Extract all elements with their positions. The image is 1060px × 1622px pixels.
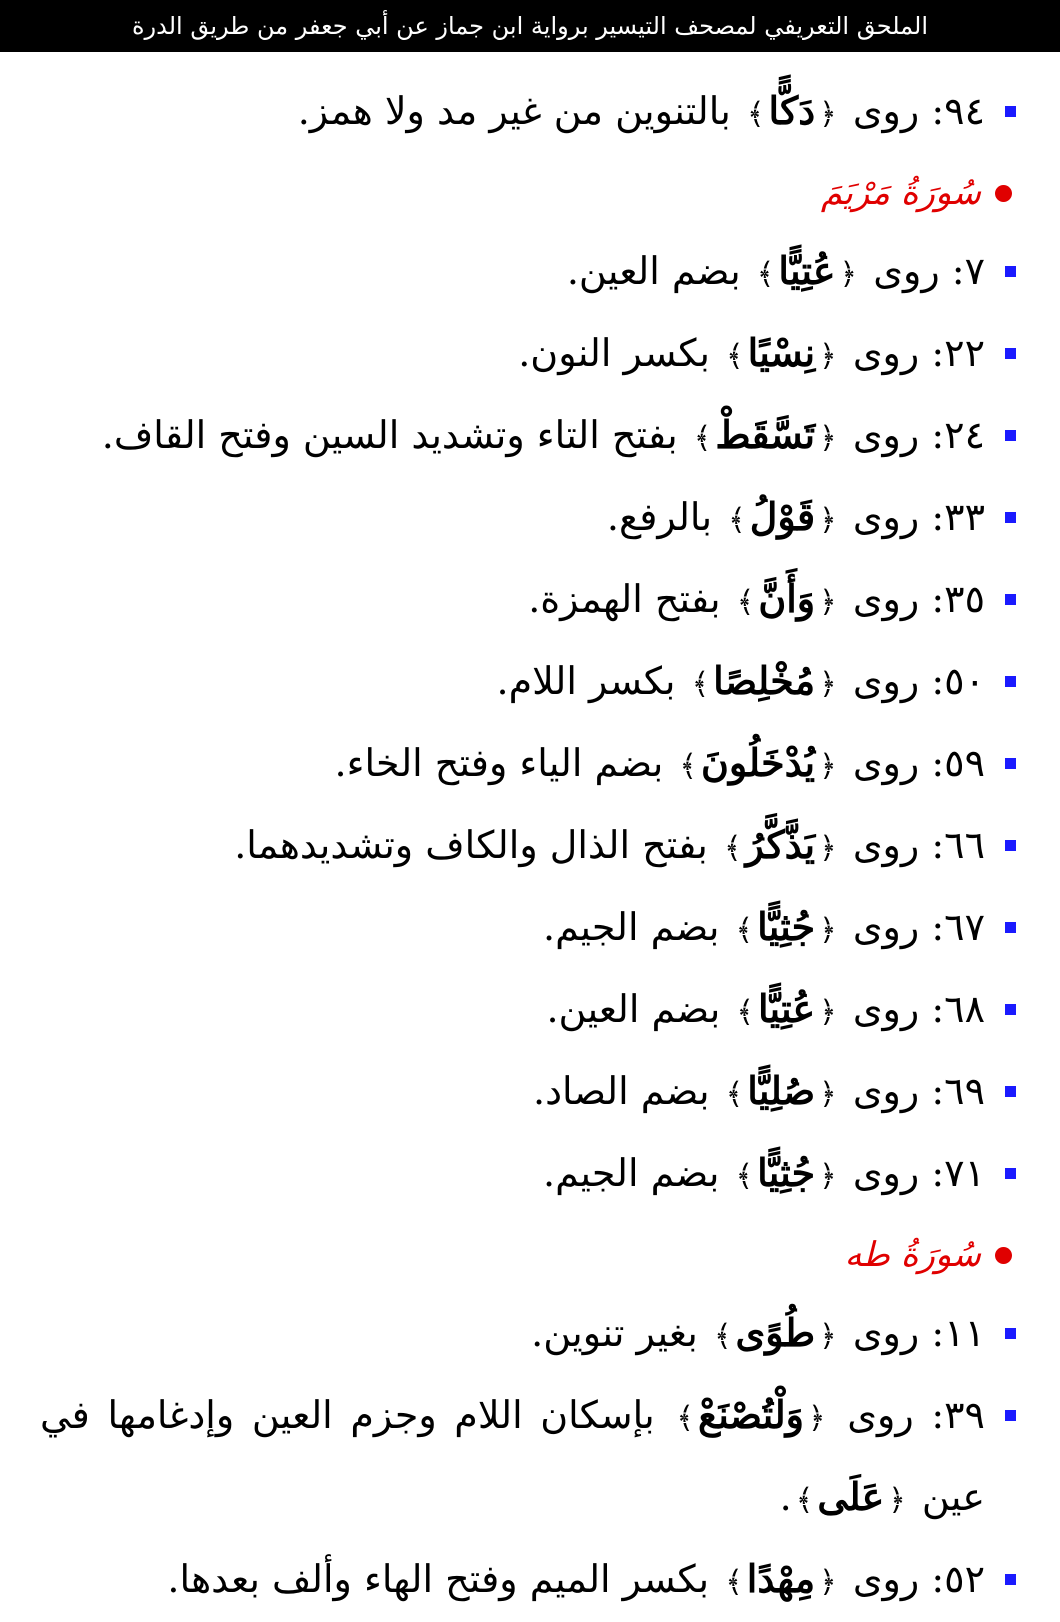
verse-number: ٥٢: bbox=[931, 1557, 985, 1601]
ornate-bracket-close: ﴾ bbox=[726, 339, 744, 374]
quran-word: عَلَى bbox=[817, 1474, 885, 1519]
verse-number: ٦٦: bbox=[931, 823, 985, 867]
ornate-bracket-open: ﴿ bbox=[819, 1319, 837, 1354]
ornate-bracket-open: ﴿ bbox=[819, 421, 837, 456]
page-header bbox=[0, 0, 1060, 52]
quran-word: عُتِيًّا bbox=[778, 248, 836, 293]
rawa-label: روى bbox=[852, 495, 920, 539]
explanation: بالرفع. bbox=[606, 495, 713, 539]
list-item bbox=[40, 642, 1016, 724]
verse-number: ٥٩: bbox=[931, 741, 985, 785]
rawa-label: روى bbox=[852, 413, 920, 457]
verse-number: ٦٧: bbox=[931, 905, 985, 949]
bullet-square-icon bbox=[1005, 676, 1016, 687]
surah-heading bbox=[40, 156, 1016, 230]
explanation: بفتح التاء وتشديد السين وفتح القاف. bbox=[101, 413, 678, 457]
ornate-bracket-open: ﴿ bbox=[819, 749, 837, 784]
bullet-square-icon bbox=[1005, 266, 1016, 277]
bullet-square-icon bbox=[1005, 758, 1016, 769]
surah-heading bbox=[40, 1218, 1016, 1292]
ornate-bracket-open: ﴿ bbox=[839, 257, 858, 292]
verse-number: ١١: bbox=[931, 1311, 985, 1355]
ornate-bracket-close: ﴾ bbox=[693, 421, 712, 456]
quran-word: وَلْتُصْنَعْ bbox=[697, 1392, 805, 1437]
surah-title: سُورَةُ طه bbox=[844, 1235, 981, 1275]
rawa-label: روى bbox=[852, 1069, 920, 1113]
quran-word: وَأَنَّ bbox=[758, 576, 816, 621]
rawa-label: روى bbox=[852, 1311, 920, 1355]
rawa-label: روى bbox=[873, 249, 940, 293]
verse-number: ٢٢: bbox=[931, 331, 985, 375]
quran-word: تَسَّقَطْ bbox=[715, 412, 816, 457]
verse-number: ٦٩: bbox=[931, 1069, 985, 1113]
quran-word: نِسْيًا bbox=[747, 330, 816, 375]
explanation: بكسر اللام. bbox=[496, 659, 676, 703]
bullet-square-icon bbox=[1005, 1328, 1016, 1339]
rawa-label: روى bbox=[852, 577, 920, 621]
verse-number: ٣٥: bbox=[931, 577, 985, 621]
quran-word: مُخْلِصًا bbox=[713, 658, 816, 703]
rawa-label: روى bbox=[852, 741, 920, 785]
explanation: بفتح الذال والكاف وتشديدهما. bbox=[234, 823, 708, 867]
rawa-label: روى bbox=[852, 331, 920, 375]
entry-text bbox=[40, 1294, 985, 1376]
quran-word: قَوْلُ bbox=[749, 494, 816, 539]
rawa-label: روى bbox=[852, 89, 920, 133]
ornate-bracket-open: ﴿ bbox=[888, 1483, 906, 1518]
entry-text bbox=[40, 396, 985, 478]
entry-text bbox=[40, 888, 985, 970]
list-item bbox=[40, 1540, 1016, 1622]
explanation: بالتنوين من غير مد ولا همز. bbox=[297, 89, 731, 133]
ornate-bracket-close: ﴾ bbox=[756, 257, 775, 292]
surah-entries-list bbox=[40, 232, 1016, 1216]
rawa-label: روى bbox=[852, 1151, 920, 1195]
bullet-square-icon bbox=[1005, 512, 1016, 523]
ornate-bracket-close: ﴾ bbox=[679, 749, 697, 784]
ornate-bracket-open: ﴿ bbox=[819, 1565, 837, 1600]
sentence-end: . bbox=[779, 1475, 792, 1519]
list-item bbox=[40, 970, 1016, 1052]
ornate-bracket-close: ﴾ bbox=[795, 1483, 814, 1518]
ornate-bracket-close: ﴾ bbox=[728, 503, 746, 538]
entry-text bbox=[40, 1052, 985, 1134]
ornate-bracket-close: ﴾ bbox=[725, 1077, 744, 1112]
bullet-square-icon bbox=[1005, 106, 1016, 117]
ornate-bracket-close: ﴾ bbox=[736, 585, 755, 620]
explanation: بضم العين. bbox=[546, 987, 721, 1031]
explanation: بغير تنوين. bbox=[531, 1311, 698, 1355]
red-dot-icon bbox=[995, 185, 1012, 202]
list-item bbox=[40, 560, 1016, 642]
rawa-label: روى bbox=[852, 987, 920, 1031]
bullet-square-icon bbox=[1005, 1168, 1016, 1179]
verse-number: ٧١: bbox=[931, 1151, 985, 1195]
entry-text bbox=[40, 560, 985, 642]
bullet-square-icon bbox=[1005, 1004, 1016, 1015]
explanation: بكسر النون. bbox=[518, 331, 710, 375]
entry-text bbox=[40, 314, 985, 396]
ornate-bracket-open: ﴿ bbox=[819, 1159, 837, 1194]
ornate-bracket-close: ﴾ bbox=[723, 831, 742, 866]
ornate-bracket-open: ﴿ bbox=[819, 667, 837, 702]
ornate-bracket-close: ﴾ bbox=[691, 667, 710, 702]
quran-word: يَذَّكَّرُ bbox=[745, 822, 816, 867]
explanation: بضم الجيم. bbox=[543, 1151, 720, 1195]
entry-text bbox=[40, 478, 985, 560]
list-item bbox=[40, 888, 1016, 970]
list-item bbox=[40, 1294, 1016, 1376]
red-dot-icon bbox=[995, 1247, 1012, 1264]
ornate-bracket-open: ﴿ bbox=[819, 339, 837, 374]
entry-text bbox=[40, 642, 985, 724]
explanation: بضم الجيم. bbox=[543, 905, 720, 949]
entry-text bbox=[40, 724, 985, 806]
ornate-bracket-open: ﴿ bbox=[819, 1077, 837, 1112]
verse-number: ٥٠: bbox=[931, 659, 985, 703]
list-item bbox=[40, 1052, 1016, 1134]
entry-text bbox=[40, 232, 985, 314]
rawa-label: روى bbox=[852, 823, 920, 867]
ornate-bracket-close: ﴾ bbox=[725, 1565, 743, 1600]
list-item bbox=[40, 1376, 1016, 1540]
verse-number: ٦٨: bbox=[931, 987, 985, 1031]
verse-number: ٩٤: bbox=[931, 89, 985, 133]
bullet-square-icon bbox=[1005, 1086, 1016, 1097]
entry-text bbox=[40, 970, 985, 1052]
list-item bbox=[40, 232, 1016, 314]
ornate-bracket-close: ﴾ bbox=[713, 1319, 732, 1354]
rawa-label: روى bbox=[847, 1393, 914, 1437]
verse-number: ٧: bbox=[951, 249, 985, 293]
bullet-square-icon bbox=[1005, 594, 1016, 605]
surah-title: سُورَةُ مَرْيَمَ bbox=[820, 173, 981, 213]
bullet-square-icon bbox=[1005, 922, 1016, 933]
explanation: بإسكان اللام وجزم العين وإدغامها في عين bbox=[40, 1393, 985, 1519]
list-item bbox=[40, 72, 1016, 154]
verse-number: ٣٩: bbox=[931, 1393, 985, 1437]
explanation: بضم الياء وفتح الخاء. bbox=[334, 741, 664, 785]
ornate-bracket-open: ﴿ bbox=[819, 585, 837, 620]
ornate-bracket-open: ﴿ bbox=[819, 97, 837, 132]
list-item bbox=[40, 1134, 1016, 1216]
header-title: الملحق التعريفي لمصحف التيسير برواية ابن جماز عن أبي جعفر من طريق الدرة bbox=[131, 12, 929, 40]
entry-text bbox=[40, 72, 985, 154]
list-item bbox=[40, 396, 1016, 478]
bullet-square-icon bbox=[1005, 348, 1016, 359]
list-item bbox=[40, 724, 1016, 806]
entry-text bbox=[40, 1134, 985, 1216]
quran-word: طُوًى bbox=[735, 1310, 816, 1355]
ornate-bracket-open: ﴿ bbox=[819, 995, 837, 1030]
verse-number: ٣٣: bbox=[931, 495, 985, 539]
ornate-bracket-open: ﴿ bbox=[819, 503, 837, 538]
bullet-square-icon bbox=[1005, 430, 1016, 441]
rawa-label: روى bbox=[852, 905, 920, 949]
ornate-bracket-close: ﴾ bbox=[735, 1159, 754, 1194]
ornate-bracket-close: ﴾ bbox=[736, 995, 754, 1030]
quran-word: جُثِيًّا bbox=[757, 1150, 816, 1195]
bullet-square-icon bbox=[1005, 1410, 1016, 1421]
surah-entries-list bbox=[40, 1294, 1016, 1622]
quran-word: عُتِيًّا bbox=[757, 986, 816, 1031]
verse-number: ٢٤: bbox=[931, 413, 985, 457]
quran-word: صُلِيًّا bbox=[747, 1068, 816, 1113]
list-item bbox=[40, 478, 1016, 560]
rawa-label: روى bbox=[852, 659, 920, 703]
quran-word: يُدْخَلُونَ bbox=[701, 740, 816, 785]
explanation: بكسر الميم وفتح الهاء وألف بعدها. bbox=[167, 1557, 710, 1601]
list-item bbox=[40, 314, 1016, 396]
quran-word: جُثِيًّا bbox=[757, 904, 816, 949]
document-body bbox=[0, 52, 1060, 1622]
list-item bbox=[40, 806, 1016, 888]
explanation: بضم الصاد. bbox=[532, 1069, 710, 1113]
rawa-label: روى bbox=[852, 1557, 920, 1601]
explanation: بضم العين. bbox=[566, 249, 741, 293]
entry-text bbox=[40, 1540, 985, 1622]
ornate-bracket-open: ﴿ bbox=[819, 831, 837, 866]
entry-text bbox=[40, 806, 985, 888]
ornate-bracket-close: ﴾ bbox=[746, 97, 765, 132]
ornate-bracket-close: ﴾ bbox=[735, 913, 754, 948]
ornate-bracket-close: ﴾ bbox=[676, 1401, 694, 1436]
quran-word: مِهْدًا bbox=[746, 1556, 816, 1601]
entry-text bbox=[40, 1376, 985, 1540]
quran-word: دَكًّا bbox=[768, 88, 816, 133]
bullet-square-icon bbox=[1005, 840, 1016, 851]
ornate-bracket-open: ﴿ bbox=[808, 1401, 826, 1436]
ornate-bracket-open: ﴿ bbox=[819, 913, 837, 948]
explanation: بفتح الهمزة. bbox=[528, 577, 721, 621]
